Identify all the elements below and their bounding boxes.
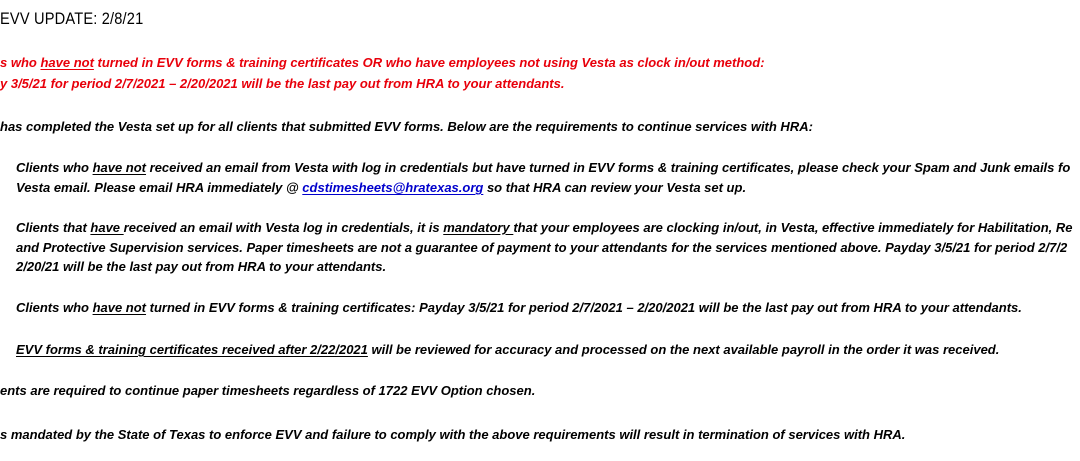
item-2-line-2: and Protective Supervision services. Paper timesheets are not a guarantee of payment to your attendants for the services mentioned above. Payday 3/5/21 for period 2/7/2 [16,240,1068,255]
email-link[interactable]: cdstimesheets@hratexas.org [302,180,484,195]
notice-underlined-text: have not [40,55,94,70]
item-text: will be reviewed for accuracy and processed on the next available payroll in the order it was received. [367,342,1000,357]
item-text: Clients who [16,300,93,315]
item-text: so that HRA can review your Vesta set up. [483,180,747,195]
item-underlined-text: have not [92,300,147,315]
notice-line-2: y 3/5/21 for period 2/7/2021 – 2/20/2021 will be the last pay out from HRA to your attendants. [0,76,565,91]
intro-paragraph: has completed the Vesta set up for all clients that submitted EVV forms. Below are the requirements to continue services with HRA: [0,119,813,134]
page-title: EVV UPDATE: 2/8/21 [0,9,144,28]
item-text: Clients who [16,160,93,175]
item-underlined-text: EVV forms & training certificates received after 2/22/2021 [16,342,368,357]
mandate-statement: s mandated by the State of Texas to enforce EVV and failure to comply with the above requirements will result in termination of services with HRA. [0,427,906,442]
item-underlined-text: have not [92,160,147,175]
item-text: turned in EVV forms & training certificates: Payday 3/5/21 for period 2/7/2021 – 2/20/2021 will be the last pay out from HRA to your attendants. [146,300,1022,315]
item-text: received an email with Vesta log in credentials, it is [123,220,444,235]
paper-timesheets-note: ents are required to continue paper timesheets regardless of 1722 EVV Option chosen. [0,383,536,398]
item-underlined-text: mandatory [443,220,514,235]
item-1-line-2 [16,180,746,196]
item-text: Clients that [16,220,91,235]
item-text: received an email from Vesta with log in credentials but have turned in EVV forms & training certificates, please check your Spam and Junk emails fo [146,160,1071,175]
notice-text: turned in EVV forms & training certificates OR who have employees not using Vesta as clock in/out method: [93,55,765,70]
notice-line-1 [0,55,765,71]
item-2-line-3: 2/20/21 will be the last pay out from HRA to your attendants. [16,259,387,274]
item-underlined-text: have [90,220,124,235]
item-1-line-1 [16,160,1070,176]
item-4-line [16,342,999,358]
item-text: that your employees are clocking in/out, in Vesta, effective immediately for Habilitation, Re [513,220,1073,235]
notice-text: s who [0,55,41,70]
item-2-line-1 [16,220,1072,236]
item-3-line [16,300,1022,316]
item-text: Vesta email. Please email HRA immediately @ [16,180,303,195]
